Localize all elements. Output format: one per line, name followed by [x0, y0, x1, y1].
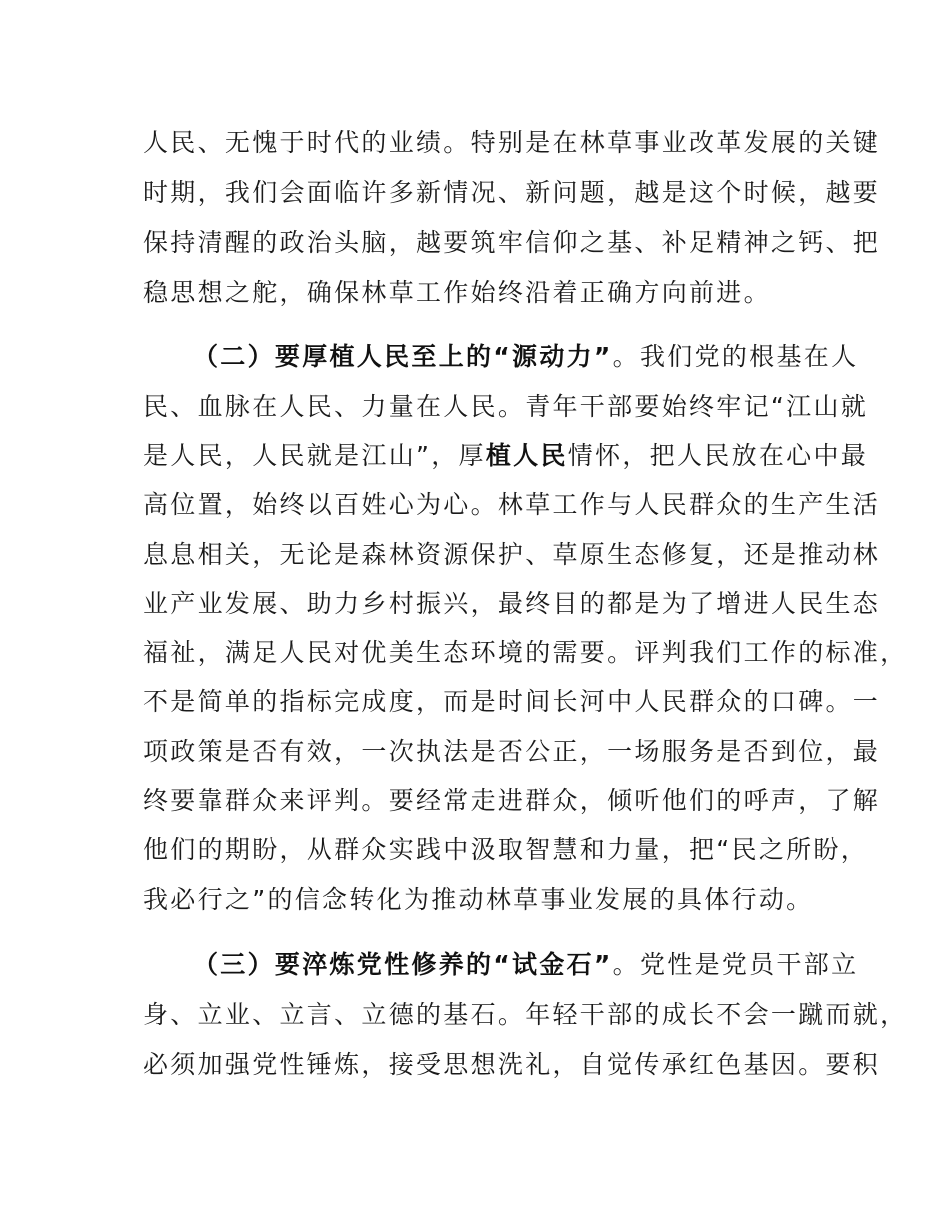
text-line: 息息相关，无论是森林资源保护、草原生态修复，还是推动林: [143, 540, 881, 569]
section-2-line-3: [143, 441, 868, 471]
section-3-line1-rest: 。党性是党员干部立: [612, 950, 859, 979]
text-line: 保持清醒的政治头脑，越要筑牢信仰之基、补足精神之钙、把: [143, 228, 881, 257]
text-segment: 是人民，人民就是江山”，厚: [143, 441, 486, 470]
text-line: 我必行之”的信念转化为推动林草事业发展的具体行动。: [143, 885, 814, 914]
text-line: 不是简单的指标完成度，而是时间长河中人民群众的口碑。一: [143, 687, 881, 716]
text-line: 身、立业、立言、立德的基石。年轻干部的成长不会一蹴而就，: [143, 1000, 908, 1029]
text-line: 必须加强党性锤炼，接受思想洗礼，自觉传承红色基因。要积: [143, 1050, 881, 1079]
text-segment: 情怀，把人民放在心中最: [567, 441, 869, 470]
text-line: 项政策是否有效，一次执法是否公正，一场服务是否到位，最: [143, 737, 881, 766]
text-line: 福祉，满足人民对优美生态环境的需要。评判我们工作的标准，: [143, 638, 908, 667]
section-3-first-line: [193, 950, 858, 980]
text-line: 民、血脉在人民、力量在人民。青年干部要始终牢记“江山就: [143, 392, 869, 421]
text-line: 稳思想之舵，确保林草工作始终沿着正确方向前进。: [143, 278, 771, 307]
section-2-first-line: [193, 342, 858, 372]
emphasized-phrase: 植人民: [485, 441, 568, 470]
text-line: 人民、无愧于时代的业绩。特别是在林草事业改革发展的关键: [143, 128, 881, 157]
text-line: 高位置，始终以百姓心为心。林草工作与人民群众的生产生活: [143, 490, 881, 519]
text-line: 他们的期盼，从群众实践中汲取智慧和力量，把“民之所盼，: [143, 835, 869, 864]
text-line: 业产业发展、助力乡村振兴，最终目的都是为了增进人民生态: [143, 589, 881, 618]
section-3-heading: （三）要淬炼党性修养的“试金石”: [193, 950, 613, 979]
section-2-line1-rest: 。我们党的根基在人: [612, 342, 859, 371]
text-line: 终要靠群众来评判。要经常走进群众，倾听他们的呼声，了解: [143, 786, 881, 815]
text-line: 时期，我们会面临许多新情况、新问题，越是这个时候，越要: [143, 178, 881, 207]
section-2-heading: （二）要厚植人民至上的“源动力”: [193, 342, 613, 371]
